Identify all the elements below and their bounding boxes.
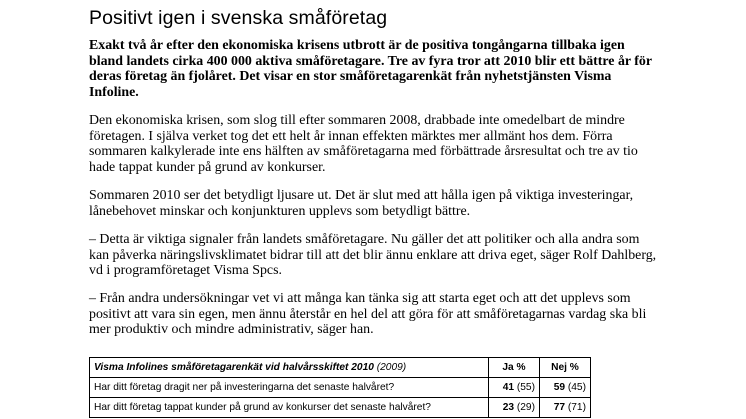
yes-cell <box>489 398 540 418</box>
table-header-title <box>90 358 489 378</box>
no-value: 59 <box>553 382 566 393</box>
yes-prev-value: (29) <box>516 402 535 413</box>
yes-prev-value: (55) <box>516 382 535 393</box>
question-cell: Har ditt företag dragit ner på investeringarna det senaste halvåret? <box>90 378 489 398</box>
no-cell <box>540 398 591 418</box>
column-header-no: Nej % <box>540 358 591 378</box>
article-paragraph: – Detta är viktiga signaler från landets småföretagare. Nu gäller det att politiker och alla andra som kan påverka näringslivsklimatet bidrar till att det blir ännu enklare att driva eget, säger Rolf Dahlberg, vd i programföretaget Visma Spcs. <box>89 232 657 278</box>
yes-value: 23 <box>502 402 515 413</box>
survey-table <box>89 357 591 418</box>
no-prev-value: (45) <box>567 382 586 393</box>
article-paragraph: Den ekonomiska krisen, som slog till efter sommaren 2008, drabbade inte omedelbart de mindre företagen. I själva verket tog det ett helt år innan effekten märktes mer allmänt hos dem. Förra sommaren kalkylerade inte ens hälften av småföretagarna med förbättrade årsresultat och tre av tio hade tappat kunder på grund av konkurser. <box>89 113 638 175</box>
table-title-previous-year: (2009) <box>376 362 407 373</box>
article-title: Positivt igen i svenska småföretag <box>89 7 388 29</box>
table-header-row <box>90 358 591 378</box>
no-cell <box>540 378 591 398</box>
article-lead: Exakt två år efter den ekonomiska krisens utbrott är de positiva tongångarna tillbaka igen bland landets cirka 400 000 aktiva småföretagare. Tre av fyra tror att 2010 blir ett bättre år för deras företag än fjolåret. Det visar en stor småföretagarenkät från nyhetstjänsten Visma Infoline. <box>89 38 652 100</box>
no-prev-value: (71) <box>567 402 586 413</box>
article-paragraph: – Från andra undersökningar vet vi att många kan tänka sig att starta eget och att det upplevs som positivt att vara sin egen, men ännu återstår en hel del att göra för att småföretagarnas vardag ska bli mer produktiv och mindre administrativ, säger han. <box>89 291 647 337</box>
article-paragraph: Sommaren 2010 ser det betydligt ljusare ut. Det är slut med att hålla igen på viktiga investeringar, lånebehovet minskar och konjunkturen upplevs som betydligt bättre. <box>89 188 634 219</box>
yes-cell <box>489 378 540 398</box>
table-row <box>90 398 591 418</box>
question-cell: Har ditt företag tappat kunder på grund av konkurser det senaste halvåret? <box>90 398 489 418</box>
yes-value: 41 <box>502 382 515 393</box>
column-header-yes: Ja % <box>489 358 540 378</box>
table-title: Visma Infolines småföretagarenkät vid halvårsskiftet 2010 <box>94 362 374 373</box>
no-value: 77 <box>553 402 566 413</box>
table-row <box>90 378 591 398</box>
